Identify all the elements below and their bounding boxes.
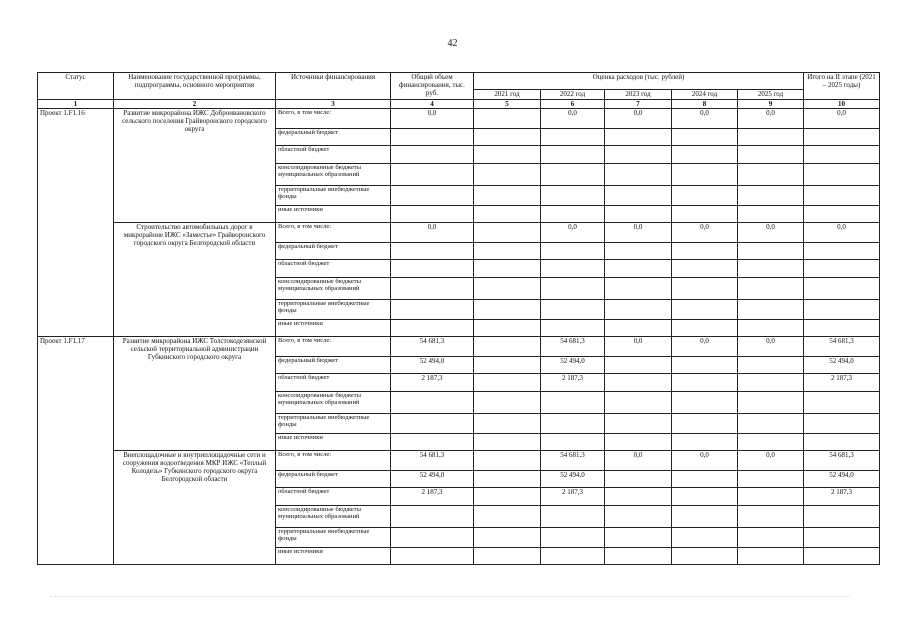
year-2024-cell: [672, 528, 738, 548]
year-2021-cell: [474, 488, 541, 506]
total-cell: [391, 146, 474, 164]
year-2025-cell: [738, 278, 804, 300]
year-2023-cell: [605, 186, 672, 206]
funding-source-cell: территориальные внебюджетные фонды: [276, 300, 391, 320]
year-2024-cell: [672, 278, 738, 300]
header-year-2025: 2025 год: [738, 90, 804, 100]
year-2022-cell: 54 681,3: [541, 337, 605, 357]
total-cell: [391, 278, 474, 300]
total-cell: 54 681,3: [391, 337, 474, 357]
year-2023-cell: [605, 548, 672, 565]
year-2022-cell: [541, 434, 605, 451]
year-2021-cell: [474, 186, 541, 206]
year-2021-cell: [474, 414, 541, 434]
funding-source-cell: федеральный бюджет: [276, 357, 391, 374]
year-2024-cell: [672, 548, 738, 565]
year-2022-cell: 2 187,3: [541, 488, 605, 506]
table-header: [38, 73, 880, 109]
year-2024-cell: [672, 374, 738, 392]
total-cell: [391, 528, 474, 548]
funding-source-cell: областной бюджет: [276, 260, 391, 278]
year-2023-cell: [605, 164, 672, 186]
header-year-2024: 2024 год: [672, 90, 738, 100]
final-cell: [804, 392, 880, 414]
year-2022-cell: [541, 260, 605, 278]
column-number: 4: [391, 100, 474, 109]
total-cell: [391, 300, 474, 320]
year-2022-cell: [541, 186, 605, 206]
year-2024-cell: [672, 300, 738, 320]
year-2022-cell: [541, 414, 605, 434]
year-2023-cell: [605, 374, 672, 392]
year-2021-cell: [474, 243, 541, 260]
year-2021-cell: [474, 109, 541, 129]
year-2023-cell: [605, 434, 672, 451]
year-2021-cell: [474, 146, 541, 164]
year-2023-cell: [605, 506, 672, 528]
year-2024-cell: [672, 186, 738, 206]
year-2022-cell: [541, 300, 605, 320]
year-2021-cell: [474, 260, 541, 278]
year-2025-cell: [738, 414, 804, 434]
year-2025-cell: [738, 471, 804, 488]
year-2025-cell: [738, 506, 804, 528]
final-cell: 52 494,0: [804, 471, 880, 488]
column-number: 9: [738, 100, 804, 109]
header-name: Наименование государственной программы, подпрограммы, основного мероприятия: [114, 73, 276, 100]
year-2023-cell: 0,0: [605, 451, 672, 471]
table-row: [38, 451, 880, 471]
final-cell: [804, 548, 880, 565]
measure-name-cell: Строительство автомобильных дорог в микрорайоне ИЖС «Заместье» Грайворонского городского округа Белгородской области: [114, 223, 276, 337]
year-2022-cell: 54 681,3: [541, 451, 605, 471]
funding-source-cell: территориальные внебюджетные фонды: [276, 414, 391, 434]
total-cell: 2 187,3: [391, 488, 474, 506]
year-2021-cell: [474, 528, 541, 548]
final-cell: [804, 320, 880, 337]
funding-source-cell: консолидированные бюджеты муниципальных образований: [276, 164, 391, 186]
year-2025-cell: [738, 434, 804, 451]
year-2021-cell: [474, 206, 541, 223]
year-2025-cell: [738, 392, 804, 414]
funding-source-cell: федеральный бюджет: [276, 243, 391, 260]
year-2023-cell: [605, 488, 672, 506]
table-row: [38, 109, 880, 129]
year-2023-cell: [605, 528, 672, 548]
year-2025-cell: 0,0: [738, 223, 804, 243]
year-2022-cell: [541, 506, 605, 528]
total-cell: [391, 506, 474, 528]
year-2025-cell: [738, 548, 804, 565]
year-2021-cell: [474, 451, 541, 471]
funding-source-cell: федеральный бюджет: [276, 129, 391, 146]
year-2023-cell: [605, 320, 672, 337]
header-year-2023: 2023 год: [605, 90, 672, 100]
year-2022-cell: [541, 320, 605, 337]
year-2021-cell: [474, 223, 541, 243]
year-2024-cell: [672, 471, 738, 488]
funding-source-cell: Всего, в том числе:: [276, 451, 391, 471]
final-cell: [804, 528, 880, 548]
total-cell: 0,0: [391, 223, 474, 243]
total-cell: 52 494,0: [391, 357, 474, 374]
final-cell: [804, 300, 880, 320]
year-2025-cell: [738, 186, 804, 206]
final-cell: [804, 414, 880, 434]
year-2023-cell: [605, 243, 672, 260]
header-total: Общий объем финансирования, тыс. руб.: [391, 73, 474, 100]
year-2024-cell: [672, 488, 738, 506]
scan-artifact-line: [50, 596, 850, 611]
year-2023-cell: [605, 206, 672, 223]
total-cell: [391, 206, 474, 223]
funding-source-cell: консолидированные бюджеты муниципальных образований: [276, 392, 391, 414]
total-cell: [391, 186, 474, 206]
year-2021-cell: [474, 506, 541, 528]
header-final: Итого на II этапе (2021 – 2025 годы): [804, 73, 880, 100]
year-2025-cell: [738, 528, 804, 548]
total-cell: [391, 243, 474, 260]
total-cell: [391, 434, 474, 451]
year-2025-cell: [738, 146, 804, 164]
year-2024-cell: [672, 164, 738, 186]
year-2023-cell: 0,0: [605, 109, 672, 129]
status-cell: Проект 1.F1.17: [38, 337, 114, 565]
year-2021-cell: [474, 278, 541, 300]
year-2022-cell: [541, 392, 605, 414]
final-cell: [804, 164, 880, 186]
final-cell: [804, 206, 880, 223]
year-2025-cell: 0,0: [738, 451, 804, 471]
year-2023-cell: [605, 129, 672, 146]
funding-source-cell: Всего, в том числе:: [276, 109, 391, 129]
year-2023-cell: [605, 300, 672, 320]
year-2025-cell: [738, 260, 804, 278]
year-2024-cell: [672, 260, 738, 278]
column-number: 5: [474, 100, 541, 109]
year-2022-cell: 52 494,0: [541, 471, 605, 488]
funding-source-cell: территориальные внебюджетные фонды: [276, 186, 391, 206]
year-2024-cell: [672, 434, 738, 451]
total-cell: [391, 392, 474, 414]
column-number: 6: [541, 100, 605, 109]
year-2023-cell: 0,0: [605, 223, 672, 243]
year-2022-cell: [541, 528, 605, 548]
year-2024-cell: [672, 243, 738, 260]
year-2024-cell: 0,0: [672, 337, 738, 357]
funding-source-cell: иные источники: [276, 206, 391, 223]
final-cell: [804, 186, 880, 206]
column-number: 7: [605, 100, 672, 109]
year-2025-cell: [738, 129, 804, 146]
final-cell: [804, 129, 880, 146]
year-2024-cell: [672, 357, 738, 374]
year-2022-cell: [541, 206, 605, 223]
funding-source-cell: иные источники: [276, 434, 391, 451]
measure-name-cell: Развитие микрорайона ИЖС Толстокодезянской сельской территориальной администрации Губкинского городского округа: [114, 337, 276, 451]
year-2024-cell: [672, 392, 738, 414]
funding-source-cell: областной бюджет: [276, 146, 391, 164]
year-2024-cell: [672, 506, 738, 528]
measure-name-cell: Развитие микрорайона ИЖС Доброивановского сельского поселения Грайворонского городского округа: [114, 109, 276, 223]
funding-source-cell: Всего, в том числе:: [276, 337, 391, 357]
year-2021-cell: [474, 337, 541, 357]
year-2023-cell: [605, 471, 672, 488]
final-cell: [804, 260, 880, 278]
total-cell: 2 187,3: [391, 374, 474, 392]
year-2024-cell: 0,0: [672, 451, 738, 471]
year-2021-cell: [474, 374, 541, 392]
funding-source-cell: территориальные внебюджетные фонды: [276, 528, 391, 548]
year-2021-cell: [474, 320, 541, 337]
year-2022-cell: [541, 164, 605, 186]
table-row: [38, 223, 880, 243]
year-2025-cell: [738, 488, 804, 506]
table-body: [38, 109, 880, 565]
year-2025-cell: [738, 320, 804, 337]
year-2021-cell: [474, 300, 541, 320]
final-cell: 0,0: [804, 223, 880, 243]
header-year-2021: 2021 год: [474, 90, 541, 100]
year-2023-cell: 0,0: [605, 337, 672, 357]
funding-source-cell: иные источники: [276, 548, 391, 565]
year-2021-cell: [474, 129, 541, 146]
page-number: 42: [447, 38, 458, 49]
year-2022-cell: [541, 278, 605, 300]
year-2023-cell: [605, 414, 672, 434]
year-2025-cell: [738, 164, 804, 186]
year-2024-cell: [672, 146, 738, 164]
funding-source-cell: областной бюджет: [276, 488, 391, 506]
budget-table: [37, 72, 880, 565]
year-2023-cell: [605, 146, 672, 164]
year-2022-cell: 0,0: [541, 223, 605, 243]
year-2021-cell: [474, 548, 541, 565]
header-source: Источники финансирования: [276, 73, 391, 100]
year-2021-cell: [474, 392, 541, 414]
year-2022-cell: 0,0: [541, 109, 605, 129]
funding-source-cell: федеральный бюджет: [276, 471, 391, 488]
header-status: Статус: [38, 73, 114, 100]
total-cell: [391, 164, 474, 186]
year-2021-cell: [474, 471, 541, 488]
funding-source-cell: Всего, в том числе:: [276, 223, 391, 243]
total-cell: 0,0: [391, 109, 474, 129]
total-cell: [391, 320, 474, 337]
status-cell: Проект 1.F1.16: [38, 109, 114, 337]
year-2025-cell: [738, 357, 804, 374]
final-cell: 52 494,0: [804, 357, 880, 374]
column-number: 2: [114, 100, 276, 109]
header-year-2022: 2022 год: [541, 90, 605, 100]
final-cell: 2 187,3: [804, 488, 880, 506]
final-cell: [804, 146, 880, 164]
column-number: 10: [804, 100, 880, 109]
year-2025-cell: [738, 374, 804, 392]
final-cell: 54 681,3: [804, 337, 880, 357]
total-cell: 52 494,0: [391, 471, 474, 488]
year-2025-cell: [738, 206, 804, 223]
final-cell: [804, 434, 880, 451]
year-2024-cell: 0,0: [672, 223, 738, 243]
funding-source-cell: иные источники: [276, 320, 391, 337]
total-cell: 54 681,3: [391, 451, 474, 471]
table-row: [38, 337, 880, 357]
year-2023-cell: [605, 260, 672, 278]
year-2025-cell: 0,0: [738, 109, 804, 129]
year-2022-cell: [541, 146, 605, 164]
year-2023-cell: [605, 392, 672, 414]
column-number: 1: [38, 100, 114, 109]
year-2025-cell: 0,0: [738, 337, 804, 357]
total-cell: [391, 129, 474, 146]
total-cell: [391, 548, 474, 565]
column-number: 8: [672, 100, 738, 109]
funding-source-cell: областной бюджет: [276, 374, 391, 392]
year-2023-cell: [605, 278, 672, 300]
year-2024-cell: [672, 129, 738, 146]
year-2024-cell: 0,0: [672, 109, 738, 129]
funding-source-cell: консолидированные бюджеты муниципальных образований: [276, 278, 391, 300]
year-2022-cell: 2 187,3: [541, 374, 605, 392]
final-cell: [804, 243, 880, 260]
final-cell: 54 681,3: [804, 451, 880, 471]
year-2022-cell: 52 494,0: [541, 357, 605, 374]
final-cell: [804, 506, 880, 528]
year-2024-cell: [672, 206, 738, 223]
year-2021-cell: [474, 434, 541, 451]
year-2021-cell: [474, 357, 541, 374]
column-number: 3: [276, 100, 391, 109]
total-cell: [391, 414, 474, 434]
year-2025-cell: [738, 300, 804, 320]
measure-name-cell: Внеплощадочные и внутриплощадочные сети и сооружения водоотведения МКР ИЖС «Теплый Колодезь» Губкинского городского округа Белгородской области: [114, 451, 276, 565]
total-cell: [391, 260, 474, 278]
final-cell: 0,0: [804, 109, 880, 129]
year-2025-cell: [738, 243, 804, 260]
header-estimate: Оценка расходов (тыс. рублей): [474, 73, 804, 90]
final-cell: [804, 278, 880, 300]
final-cell: 2 187,3: [804, 374, 880, 392]
year-2021-cell: [474, 164, 541, 186]
funding-source-cell: консолидированные бюджеты муниципальных образований: [276, 506, 391, 528]
year-2024-cell: [672, 414, 738, 434]
year-2022-cell: [541, 243, 605, 260]
year-2022-cell: [541, 548, 605, 565]
year-2024-cell: [672, 320, 738, 337]
year-2022-cell: [541, 129, 605, 146]
year-2023-cell: [605, 357, 672, 374]
